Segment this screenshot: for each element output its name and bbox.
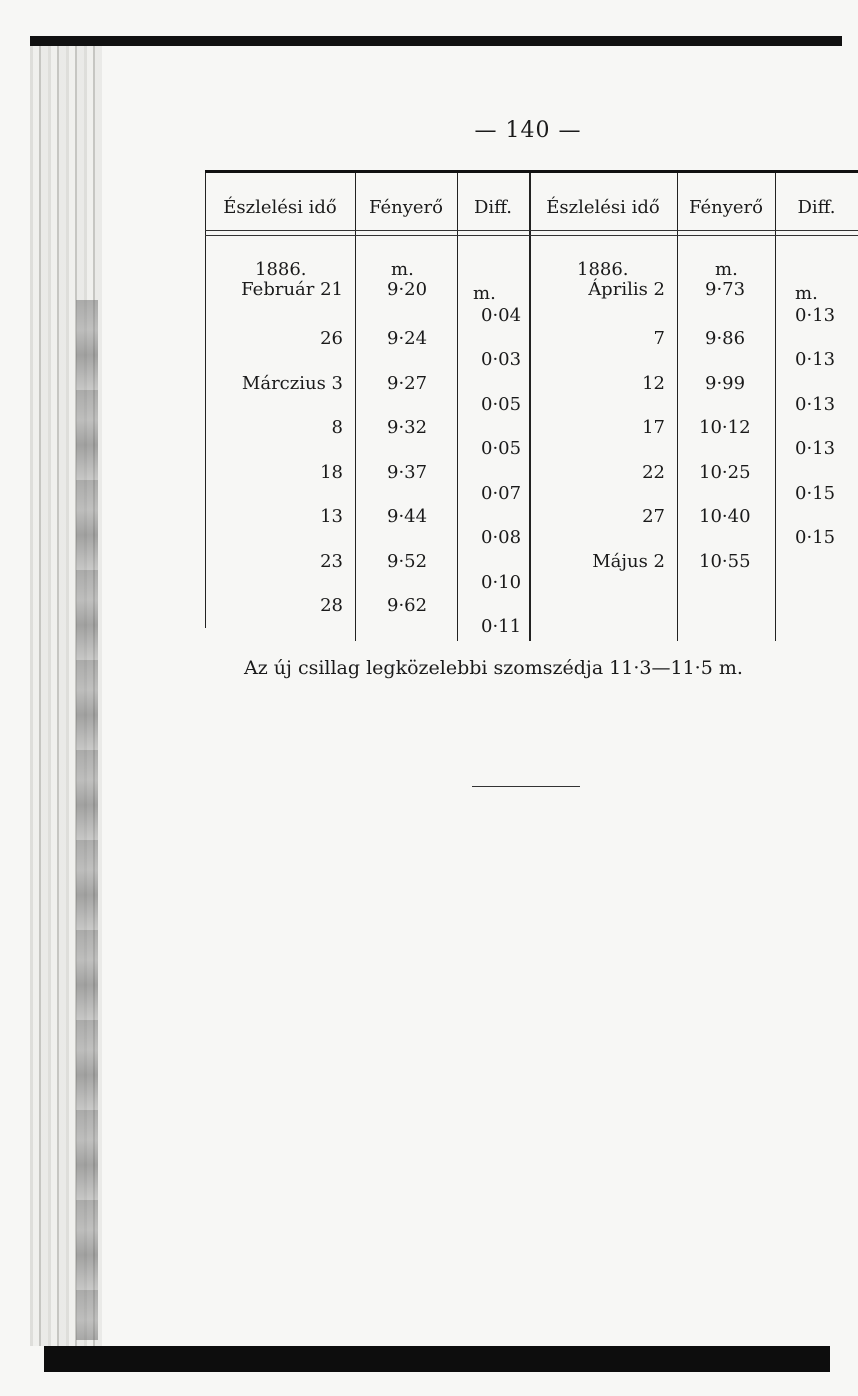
left-brightness: 9·27 [387,373,428,394]
caption-text: Az új csillag legközelebbi szomszédja 11·3—11·5 m. [244,657,743,679]
left-diff-unit: m. [473,283,496,304]
left-time: 23 [320,551,343,572]
left-diff: 0·03 [481,349,522,370]
right-time: 7 [653,328,665,349]
page-number: — 140 — [474,118,582,143]
left-time: 13 [320,506,343,527]
header-brightness-right: Fényerő [688,197,763,218]
scan-top-border [30,36,842,46]
left-time: Február 21 [241,279,343,300]
right-brightness: 10·12 [699,417,751,438]
header-time-right: Észlelési idő [546,197,660,218]
right-time: 22 [642,462,665,483]
left-brightness: 9·44 [387,506,428,527]
right-diff: 0·13 [795,394,836,415]
left-brightness: 9·62 [387,595,428,616]
left-time: 26 [320,328,343,349]
left-time: Márczius 3 [241,373,343,394]
header-rule [205,230,858,236]
left-brightness-unit: m. [391,259,414,280]
right-diff: 0·15 [795,527,836,548]
left-diff: 0·07 [481,483,522,504]
column-divider [457,173,458,641]
left-diff: 0·10 [481,572,522,593]
right-time: Április 2 [588,279,665,300]
right-time: 12 [642,373,665,394]
header-diff-right: Diff. [797,197,836,218]
column-divider [677,173,678,641]
right-time: Május 2 [592,551,665,572]
page-edge-shadow [76,300,98,1340]
right-diff: 0·13 [795,305,836,326]
section-rule [472,786,580,787]
right-brightness: 9·73 [705,279,746,300]
right-brightness: 10·40 [699,506,751,527]
left-brightness: 9·32 [387,417,428,438]
right-year: 1886. [577,259,629,280]
right-brightness: 9·86 [705,328,746,349]
left-year: 1886. [255,259,307,280]
left-diff: 0·08 [481,527,522,548]
left-diff: 0·05 [481,394,522,415]
left-time: 28 [320,595,343,616]
left-brightness: 9·52 [387,551,428,572]
header-diff-left: Diff. [473,197,513,218]
right-brightness-unit: m. [715,259,738,280]
left-time: 8 [331,417,343,438]
left-diff: 0·04 [481,305,522,326]
right-brightness: 10·55 [699,551,751,572]
right-diff: 0·13 [795,438,836,459]
left-brightness: 9·37 [387,462,428,483]
right-brightness: 9·99 [705,373,746,394]
column-divider [355,173,356,641]
left-brightness: 9·24 [387,328,428,349]
right-time: 27 [642,506,665,527]
right-diff-unit: m. [795,283,818,304]
right-diff: 0·13 [795,349,836,370]
column-divider [775,173,776,641]
right-brightness: 10·25 [699,462,751,483]
left-brightness: 9·20 [387,279,428,300]
left-diff: 0·11 [481,616,522,637]
left-time: 18 [320,462,343,483]
brightness-table [205,170,858,641]
header-brightness-left: Fényerő [368,197,443,218]
right-diff: 0·15 [795,483,836,504]
right-time: 17 [642,417,665,438]
left-diff: 0·05 [481,438,522,459]
scan-bottom-border [44,1346,830,1372]
header-time-left: Észlelési idő [223,197,337,218]
